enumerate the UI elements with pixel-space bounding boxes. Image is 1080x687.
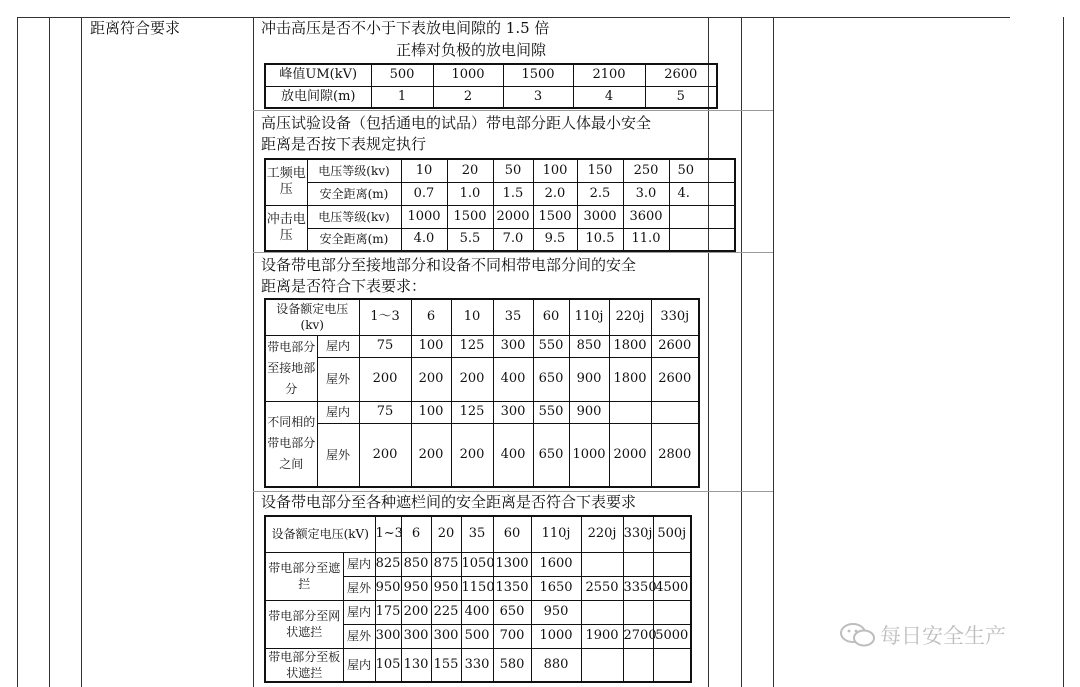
cell: 1500 <box>533 205 577 228</box>
cell: 650 <box>533 423 569 487</box>
cell: 75 <box>359 335 411 357</box>
cell: 1000 <box>531 624 581 648</box>
frame-line <box>1063 17 1064 687</box>
top-border <box>17 17 1010 18</box>
table-row <box>265 205 735 228</box>
cell: 130 <box>401 648 431 682</box>
cell: 1050 <box>461 552 493 576</box>
cell: 580 <box>493 648 531 682</box>
table-row <box>265 648 691 682</box>
cell: 1300 <box>493 552 531 576</box>
header-cell: 500j <box>653 516 691 552</box>
cell: 1150 <box>461 576 493 600</box>
cell: 250 <box>623 159 669 182</box>
group-label: 冲击电压 <box>265 205 307 251</box>
cell: 5000 <box>653 624 691 648</box>
cell: 75 <box>359 401 411 423</box>
frame-line <box>17 17 18 687</box>
frame-line <box>741 17 742 687</box>
cell: 100 <box>533 159 577 182</box>
row-divider <box>253 491 773 492</box>
table-row <box>265 357 699 401</box>
discharge-gap-table <box>264 63 718 109</box>
cell: 700 <box>493 624 531 648</box>
header-cell: 60 <box>493 516 531 552</box>
cell <box>653 600 691 624</box>
cell: 400 <box>461 600 493 624</box>
table-row <box>265 228 735 251</box>
cell: 3000 <box>577 205 623 228</box>
cell: 2600 <box>645 64 717 86</box>
frame-line <box>773 17 774 687</box>
row-label: 峰值UM(kV) <box>265 64 371 86</box>
frame-line <box>253 17 254 687</box>
frame-line <box>708 17 709 687</box>
header-cell: 110j <box>569 299 609 335</box>
cell: 950 <box>375 576 401 600</box>
cell <box>653 552 691 576</box>
cell <box>581 552 623 576</box>
cell: 300 <box>375 624 401 648</box>
cell: 850 <box>401 552 431 576</box>
wechat-icon <box>838 622 878 648</box>
cell: 200 <box>359 357 411 401</box>
cell: 400 <box>493 423 533 487</box>
cell: 9.5 <box>533 228 577 251</box>
section1-line1: 冲击高压是否不小于下表放电间隙的 1.5 倍 <box>261 19 550 37</box>
cell: 3350 <box>623 576 653 600</box>
row-label: 屋外 <box>343 624 375 648</box>
cell: 4. <box>669 182 735 205</box>
cell: 2.5 <box>577 182 623 205</box>
cell: 1650 <box>531 576 581 600</box>
row-label: 安全距离(m) <box>307 182 401 205</box>
cell: 300 <box>401 624 431 648</box>
row-label: 屋内 <box>343 648 375 682</box>
cell: 1800 <box>609 335 651 357</box>
section3-line1: 设备带电部分至接地部分和设备不同相带电部分间的安全 <box>261 256 637 274</box>
cell: 2.0 <box>533 182 577 205</box>
cell: 1000 <box>569 423 609 487</box>
table-row <box>265 182 735 205</box>
header-cell: 220j <box>581 516 623 552</box>
table-row <box>265 516 691 552</box>
row-divider <box>253 252 773 253</box>
header-cell: 220j <box>609 299 651 335</box>
cell: 1000 <box>433 64 503 86</box>
row-label: 屋外 <box>317 423 359 487</box>
cell: 2000 <box>493 205 533 228</box>
group-label: 带电部分至遮拦 <box>265 552 343 600</box>
cell <box>581 600 623 624</box>
cell: 20 <box>447 159 493 182</box>
cell: 2600 <box>651 357 699 401</box>
header-cell: 330j <box>623 516 653 552</box>
cell: 300 <box>493 401 533 423</box>
group-label: 带电部分至板状遮拦 <box>265 648 343 682</box>
cell: 4 <box>573 86 645 108</box>
cell: 125 <box>451 335 493 357</box>
cell: 875 <box>431 552 461 576</box>
section3-line2: 距离是否符合下表要求： <box>261 277 427 295</box>
cell: 550 <box>533 335 569 357</box>
header-label: 设备额定电压(kv) <box>265 299 359 335</box>
cell: 1.0 <box>447 182 493 205</box>
cell: 2 <box>433 86 503 108</box>
row-label: 屋内 <box>343 552 375 576</box>
table-row <box>265 401 699 423</box>
cell: 200 <box>451 423 493 487</box>
cell: 100 <box>411 401 451 423</box>
cell: 1350 <box>493 576 531 600</box>
cell: 7.0 <box>493 228 533 251</box>
cell: 1500 <box>447 205 493 228</box>
item-title: 距离符合要求 <box>90 19 181 37</box>
header-cell: 6 <box>411 299 451 335</box>
cell: 3600 <box>623 205 669 228</box>
cell: 650 <box>533 357 569 401</box>
table-row <box>265 64 717 86</box>
row-label: 屋外 <box>343 576 375 600</box>
cell: 10 <box>401 159 447 182</box>
cell: 1800 <box>609 357 651 401</box>
table-row <box>265 86 717 108</box>
group-label: 不同相的带电部分之间 <box>265 401 317 487</box>
cell: 105 <box>375 648 401 682</box>
cell: 200 <box>451 357 493 401</box>
header-cell: 330j <box>651 299 699 335</box>
cell <box>623 648 653 682</box>
row-label: 屋内 <box>317 335 359 357</box>
cell: 125 <box>451 401 493 423</box>
row-label: 放电间隙(m) <box>265 86 371 108</box>
cell: 1000 <box>401 205 447 228</box>
row-label: 屋内 <box>317 401 359 423</box>
cell: 155 <box>431 648 461 682</box>
header-cell: 6 <box>401 516 431 552</box>
cell: 330 <box>461 648 493 682</box>
frame-line <box>49 17 50 687</box>
cell: 2800 <box>651 423 699 487</box>
cell: 0.7 <box>401 182 447 205</box>
cell: 200 <box>401 600 431 624</box>
cell: 950 <box>531 600 581 624</box>
cell: 300 <box>431 624 461 648</box>
cell: 200 <box>411 423 451 487</box>
header-cell: 60 <box>533 299 569 335</box>
cell: 3 <box>503 86 573 108</box>
cell: 500 <box>371 64 433 86</box>
watermark-text: 每日安全生产 <box>880 624 1006 648</box>
cell <box>653 648 691 682</box>
table-row <box>265 423 699 487</box>
cell: 1900 <box>581 624 623 648</box>
cell: 100 <box>411 335 451 357</box>
cell: 225 <box>431 600 461 624</box>
row-label: 电压等级(kv) <box>307 159 401 182</box>
table-row <box>265 299 699 335</box>
table-row <box>265 335 699 357</box>
header-cell: 110j <box>531 516 581 552</box>
group-label: 带电部分至网状遮拦 <box>265 600 343 648</box>
section4-line1: 设备带电部分至各种遮栏间的安全距离是否符合下表要求 <box>261 493 637 511</box>
barrier-distance-table <box>264 515 692 683</box>
cell: 150 <box>577 159 623 182</box>
cell: 5.5 <box>447 228 493 251</box>
cell: 2000 <box>609 423 651 487</box>
cell: 2100 <box>573 64 645 86</box>
table-row <box>265 600 691 624</box>
header-cell: 10 <box>451 299 493 335</box>
cell: 5 <box>645 86 717 108</box>
row-label: 屋内 <box>343 600 375 624</box>
cell: 2550 <box>581 576 623 600</box>
cell: 1 <box>371 86 433 108</box>
header-cell: 35 <box>493 299 533 335</box>
cell: 200 <box>411 357 451 401</box>
cell: 650 <box>493 600 531 624</box>
cell: 500 <box>461 624 493 648</box>
safety-distance-clip <box>264 158 708 252</box>
frame-line <box>81 17 82 687</box>
cell: 550 <box>533 401 569 423</box>
cell <box>609 401 651 423</box>
cell: 200 <box>359 423 411 487</box>
row-divider <box>253 110 773 111</box>
safety-distance-table <box>264 158 736 252</box>
section2-line1: 高压试验设备（包括通电的试品）带电部分距人体最小安全 <box>261 114 652 132</box>
cell: 1500 <box>503 64 573 86</box>
cell: 2700 <box>623 624 653 648</box>
row-label: 屋外 <box>317 357 359 401</box>
header-label: 设备额定电压(kV) <box>265 516 375 552</box>
table-row <box>265 552 691 576</box>
cell: 1600 <box>531 552 581 576</box>
cell: 3.0 <box>623 182 669 205</box>
cell: 4500 <box>653 576 691 600</box>
cell: 900 <box>569 401 609 423</box>
cell: 880 <box>531 648 581 682</box>
cell: 2600 <box>651 335 699 357</box>
cell: 50 <box>669 159 735 182</box>
cell: 4.0 <box>401 228 447 251</box>
grounding-distance-table <box>264 298 700 488</box>
cell: 10.5 <box>577 228 623 251</box>
header-cell: 1~3 <box>375 516 401 552</box>
header-cell: 1～3 <box>359 299 411 335</box>
cell <box>581 648 623 682</box>
cell <box>669 228 735 251</box>
cell <box>669 205 735 228</box>
cell: 175 <box>375 600 401 624</box>
cell: 950 <box>401 576 431 600</box>
cell: 50 <box>493 159 533 182</box>
header-cell: 20 <box>431 516 461 552</box>
row-label: 安全距离(m) <box>307 228 401 251</box>
cell: 300 <box>493 335 533 357</box>
cell <box>623 600 653 624</box>
cell: 1.5 <box>493 182 533 205</box>
cell: 400 <box>493 357 533 401</box>
cell: 825 <box>375 552 401 576</box>
cell: 850 <box>569 335 609 357</box>
cell: 11.0 <box>623 228 669 251</box>
table-row <box>265 159 735 182</box>
group-label: 工频电压 <box>265 159 307 205</box>
section1-line2: 正棒对负极的放电间隙 <box>396 41 547 59</box>
header-cell: 35 <box>461 516 493 552</box>
cell: 900 <box>569 357 609 401</box>
row-label: 电压等级(kv) <box>307 205 401 228</box>
cell <box>623 552 653 576</box>
cell: 950 <box>431 576 461 600</box>
section2-line2: 距离是否按下表规定执行 <box>261 135 427 153</box>
group-label: 带电部分至接地部分 <box>265 335 317 401</box>
cell <box>651 401 699 423</box>
